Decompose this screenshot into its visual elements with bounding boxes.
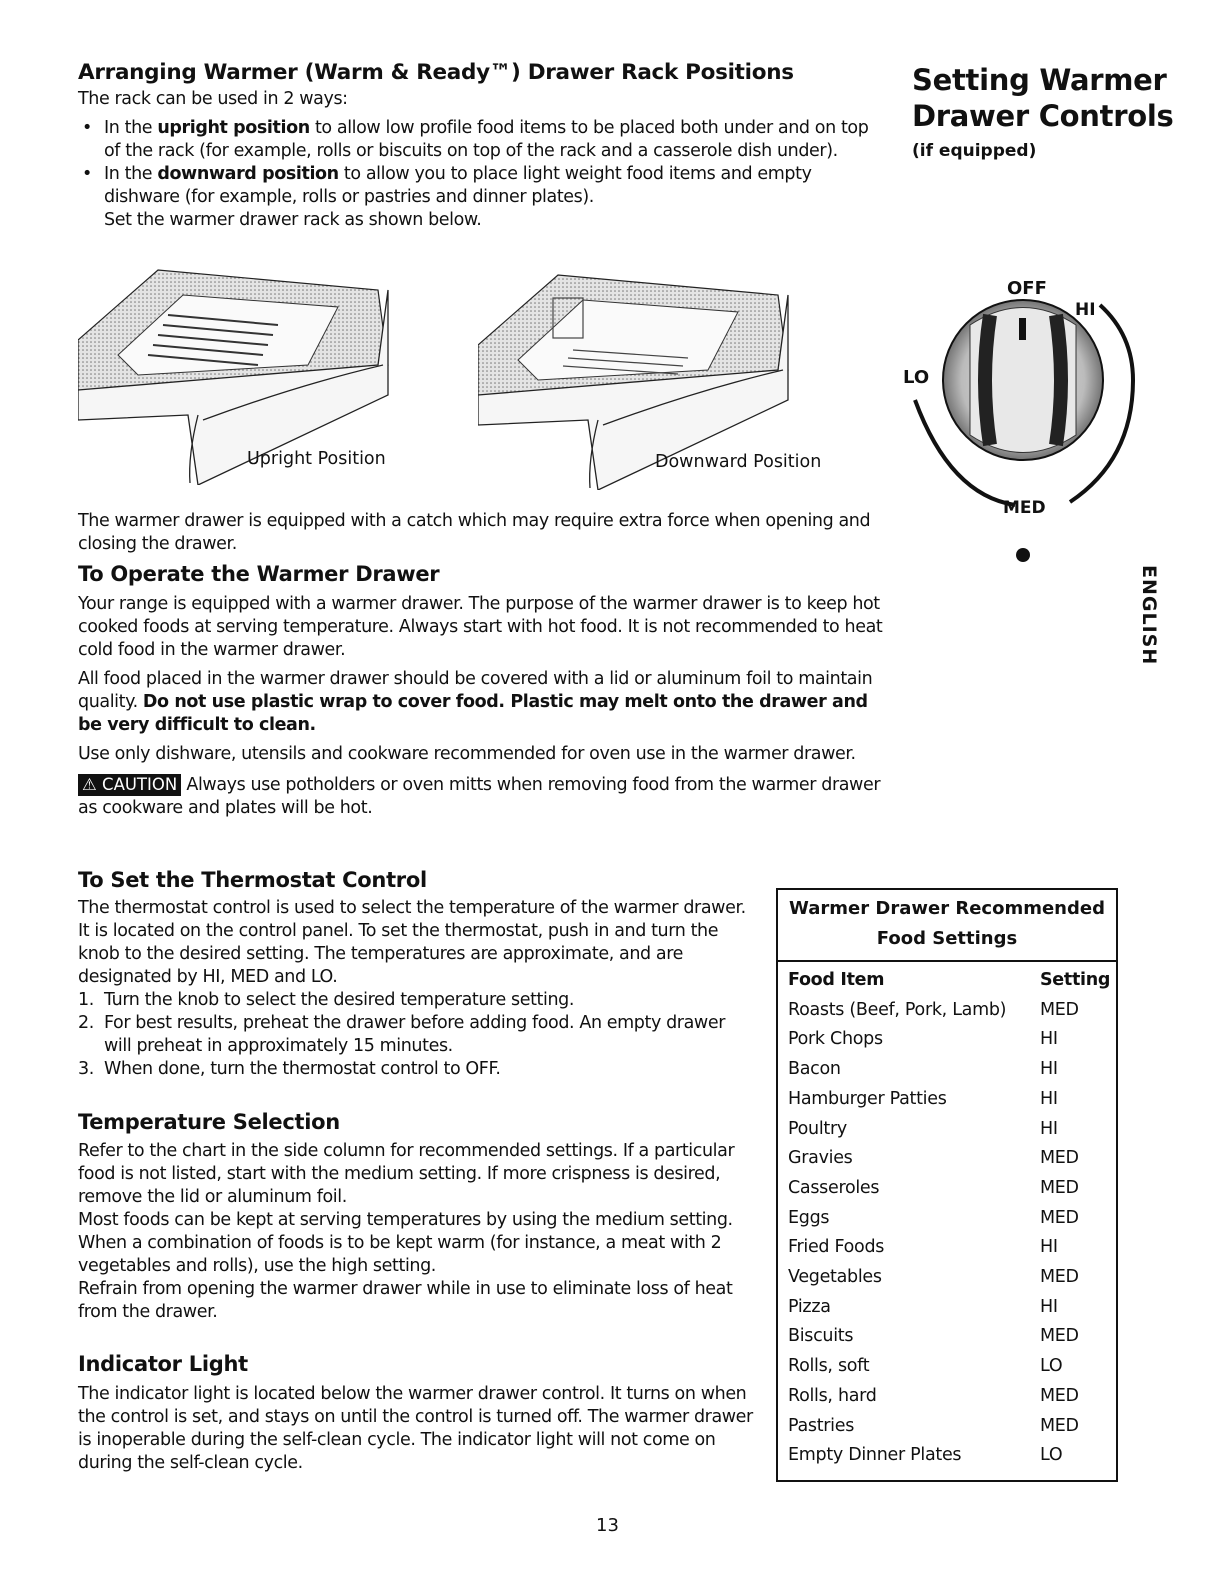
table-row: Fried Foods HI (788, 1237, 1058, 1258)
indicator-section-title: Indicator Light (78, 1352, 248, 1376)
thermostat-section-body (78, 897, 748, 1081)
temperature-section-title: Temperature Selection (78, 1110, 340, 1134)
table-row: Eggs MED (788, 1207, 1079, 1228)
table-row: Casseroles MED (788, 1177, 1079, 1198)
table-header-row (778, 962, 1116, 996)
table-row: Rolls, soft LO (788, 1356, 1063, 1377)
thermostat-knob-diagram (895, 270, 1155, 570)
page-number: 13 (596, 1515, 619, 1536)
language-tab: ENGLISH (1138, 565, 1160, 666)
temperature-paragraph-1: Refer to the chart in the side column for recommended settings. If a particular food is not listed, start with the medium setting. If more crispness is desired, remove the lid or aluminum foil. (78, 1141, 735, 1207)
table-row: Pizza HI (788, 1296, 1058, 1317)
table-row: Vegetables MED (788, 1267, 1079, 1288)
operate-paragraph-2: All food placed in the warmer drawer should be covered with a lid or aluminum foil to maintain quality. Do not use plastic wrap to cover food. Plastic may melt onto the drawer and be very difficult to clean. (78, 669, 873, 735)
indicator-light-icon (1016, 548, 1030, 562)
knob-label-off: OFF (1007, 278, 1047, 299)
table-row: Biscuits MED (788, 1326, 1079, 1347)
thermostat-paragraph: The thermostat control is used to select the temperature of the warmer drawer. It is located on the control panel. To set the thermostat, push in and turn the knob to the desired setting. The temperatures are approximate, and are designated by HI, MED and LO. (78, 898, 746, 987)
operate-paragraph-3: Use only dishware, utensils and cookware recommended for oven use in the warmer drawer. (78, 744, 856, 764)
food-settings-table (776, 888, 1118, 1482)
temperature-paragraph-3: Refrain from opening the warmer drawer while in use to eliminate loss of heat from the drawer. (78, 1279, 733, 1322)
knob-label-hi: HI (1075, 300, 1096, 320)
indicator-paragraph: The indicator light is located below the warmer drawer control. It turns on when the control is set, and stays on until the control is turned off. The warmer drawer is inoperable during the self-clean cycle. The indicator light will not come on during the self-clean cycle. (78, 1384, 753, 1473)
table-row: Empty Dinner Plates LO (788, 1445, 1063, 1466)
rack-section-title: Arranging Warmer (Warm & Ready™) Drawer Rack Positions (78, 60, 794, 85)
operate-paragraph-1: Your range is equipped with a warmer drawer. The purpose of the warmer drawer is to keep hot cooked foods at serving temperature. Always start with hot food. It is not recommended to heat cold food in the warmer drawer. (78, 594, 883, 660)
rack-bullet-upright: • In the upright position to allow low profile food items to be placed both under and on top of the rack (for example, rolls or biscuits on top of the rack and a casserole dish under). (78, 117, 888, 163)
thermostat-section-title: To Set the Thermostat Control (78, 868, 427, 892)
warning-triangle-icon: ⚠ (82, 775, 97, 794)
table-header-setting: Setting (1040, 970, 1111, 990)
table-row: Gravies MED (788, 1148, 1079, 1169)
table-title: Warmer Drawer Recommended Food Settings (778, 890, 1116, 962)
side-subtitle: (if equipped) (912, 141, 1037, 161)
downward-position-label: Downward Position (655, 452, 822, 472)
rack-intro: The rack can be used in 2 ways: (78, 89, 348, 109)
table-header-food: Food Item (788, 970, 885, 990)
rack-section-body (78, 88, 888, 232)
side-title-line-1: Setting Warmer (912, 63, 1167, 97)
temperature-paragraph-2: Most foods can be kept at serving temperatures by using the medium setting. When a combination of foods is to be kept warm (for instance, a meat with 2 vegetables and rolls), use the high setting. (78, 1210, 733, 1276)
table-row: Hamburger Patties HI (788, 1088, 1058, 1109)
thermostat-step-1: 1. Turn the knob to select the desired temperature setting. (78, 990, 575, 1010)
rack-bullet-list (78, 117, 888, 209)
rack-bullet-downward: • In the downward position to allow you to place light weight food items and empty dishware (for example, rolls or pastries and dinner plates). (78, 163, 888, 209)
table-row: Pastries MED (788, 1415, 1079, 1436)
temperature-section-body (78, 1140, 748, 1324)
thermostat-step-3: 3. When done, turn the thermostat control to OFF. (78, 1059, 501, 1079)
knob-pointer-icon (1019, 318, 1026, 340)
table-row: Bacon HI (788, 1059, 1058, 1080)
caution-note: ⚠ CAUTION Always use potholders or oven mitts when removing food from the warmer drawer as cookware and plates will be hot. (78, 775, 881, 818)
caution-badge: ⚠ CAUTION (78, 774, 181, 796)
knob-label-med: MED (1003, 498, 1046, 518)
rack-set-instruction: Set the warmer drawer rack as shown below. (104, 210, 482, 230)
side-title (912, 62, 1173, 134)
table-row: Pork Chops HI (788, 1029, 1058, 1050)
operate-section-body (78, 593, 888, 820)
drawer-catch-note: The warmer drawer is equipped with a catch which may require extra force when opening and closing the drawer. (78, 511, 871, 554)
side-title-line-2: Drawer Controls (912, 99, 1174, 133)
thermostat-step-2: 2. For best results, preheat the drawer before adding food. An empty drawer will preheat in approximately 15 minutes. (78, 1013, 725, 1056)
table-row: Rolls, hard MED (788, 1385, 1079, 1406)
table-row: Roasts (Beef, Pork, Lamb) MED (788, 999, 1079, 1020)
upright-position-label: Upright Position (247, 449, 386, 469)
knob-label-lo: LO (903, 367, 930, 388)
thermostat-steps (78, 989, 748, 1081)
operate-section-title: To Operate the Warmer Drawer (78, 562, 440, 586)
table-row: Poultry HI (788, 1118, 1058, 1139)
